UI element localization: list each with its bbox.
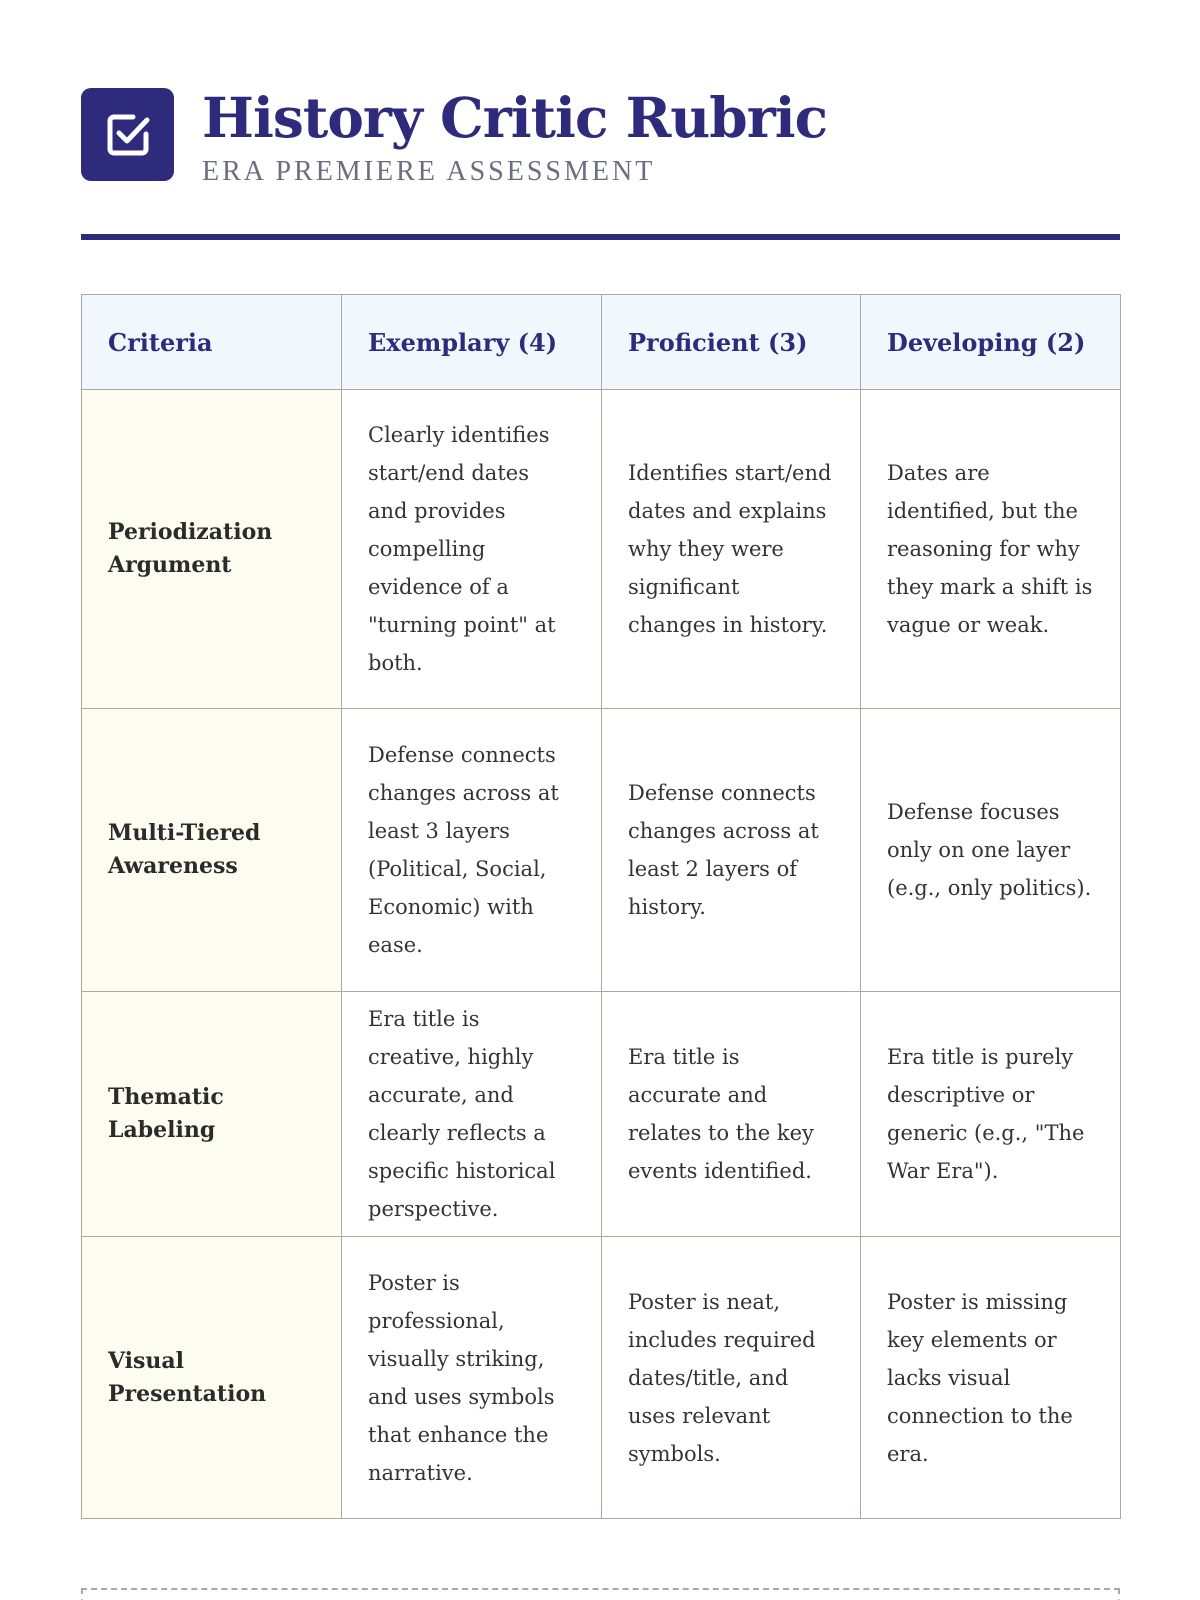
column-header-exemplary: Exemplary (4)	[342, 295, 602, 390]
developing-cell: Defense focuses only on one layer (e.g., only politics).	[861, 709, 1121, 992]
proficient-cell: Poster is neat, includes required dates/title, and uses relevant symbols.	[602, 1237, 861, 1519]
developing-cell: Era title is purely descriptive or generic (e.g., "The War Era").	[861, 992, 1121, 1237]
exemplary-cell: Era title is creative, highly accurate, and clearly reflects a specific historical perspective.	[342, 992, 602, 1237]
page-subtitle: ERA PREMIERE ASSESSMENT	[202, 156, 656, 187]
developing-cell: Dates are identified, but the reasoning for why they mark a shift is vague or weak.	[861, 390, 1121, 709]
developing-cell: Poster is missing key elements or lacks visual connection to the era.	[861, 1237, 1121, 1519]
table-header-row	[82, 295, 1121, 390]
dashed-box	[81, 1588, 1120, 1600]
table-row	[82, 992, 1121, 1237]
table-row	[82, 1237, 1121, 1519]
criterion-cell: Periodization Argument	[82, 390, 342, 709]
page-header	[81, 85, 1120, 188]
header-divider	[81, 234, 1120, 240]
table-row	[82, 390, 1121, 709]
exemplary-cell: Clearly identifies start/end dates and provides compelling evidence of a "turning point" at both.	[342, 390, 602, 709]
proficient-cell: Defense connects changes across at least 2 layers of history.	[602, 709, 861, 992]
title-block	[202, 85, 828, 188]
rubric-table	[81, 294, 1121, 1519]
table-row	[82, 709, 1121, 992]
column-header-proficient: Proficient (3)	[602, 295, 861, 390]
rubric-page	[81, 85, 1120, 1485]
checkbox-icon	[81, 88, 174, 181]
exemplary-cell: Defense connects changes across at least 3 layers (Political, Social, Economic) with ease.	[342, 709, 602, 992]
column-header-developing: Developing (2)	[861, 295, 1121, 390]
proficient-cell: Identifies start/end dates and explains why they were significant changes in history.	[602, 390, 861, 709]
criterion-cell: Visual Presentation	[82, 1237, 342, 1519]
exemplary-cell: Poster is professional, visually striking, and uses symbols that enhance the narrative.	[342, 1237, 602, 1519]
page-title: History Critic Rubric	[202, 85, 828, 150]
criterion-cell: Thematic Labeling	[82, 992, 342, 1237]
criterion-cell: Multi-Tiered Awareness	[82, 709, 342, 992]
proficient-cell: Era title is accurate and relates to the key events identified.	[602, 992, 861, 1237]
column-header-criteria: Criteria	[82, 295, 342, 390]
